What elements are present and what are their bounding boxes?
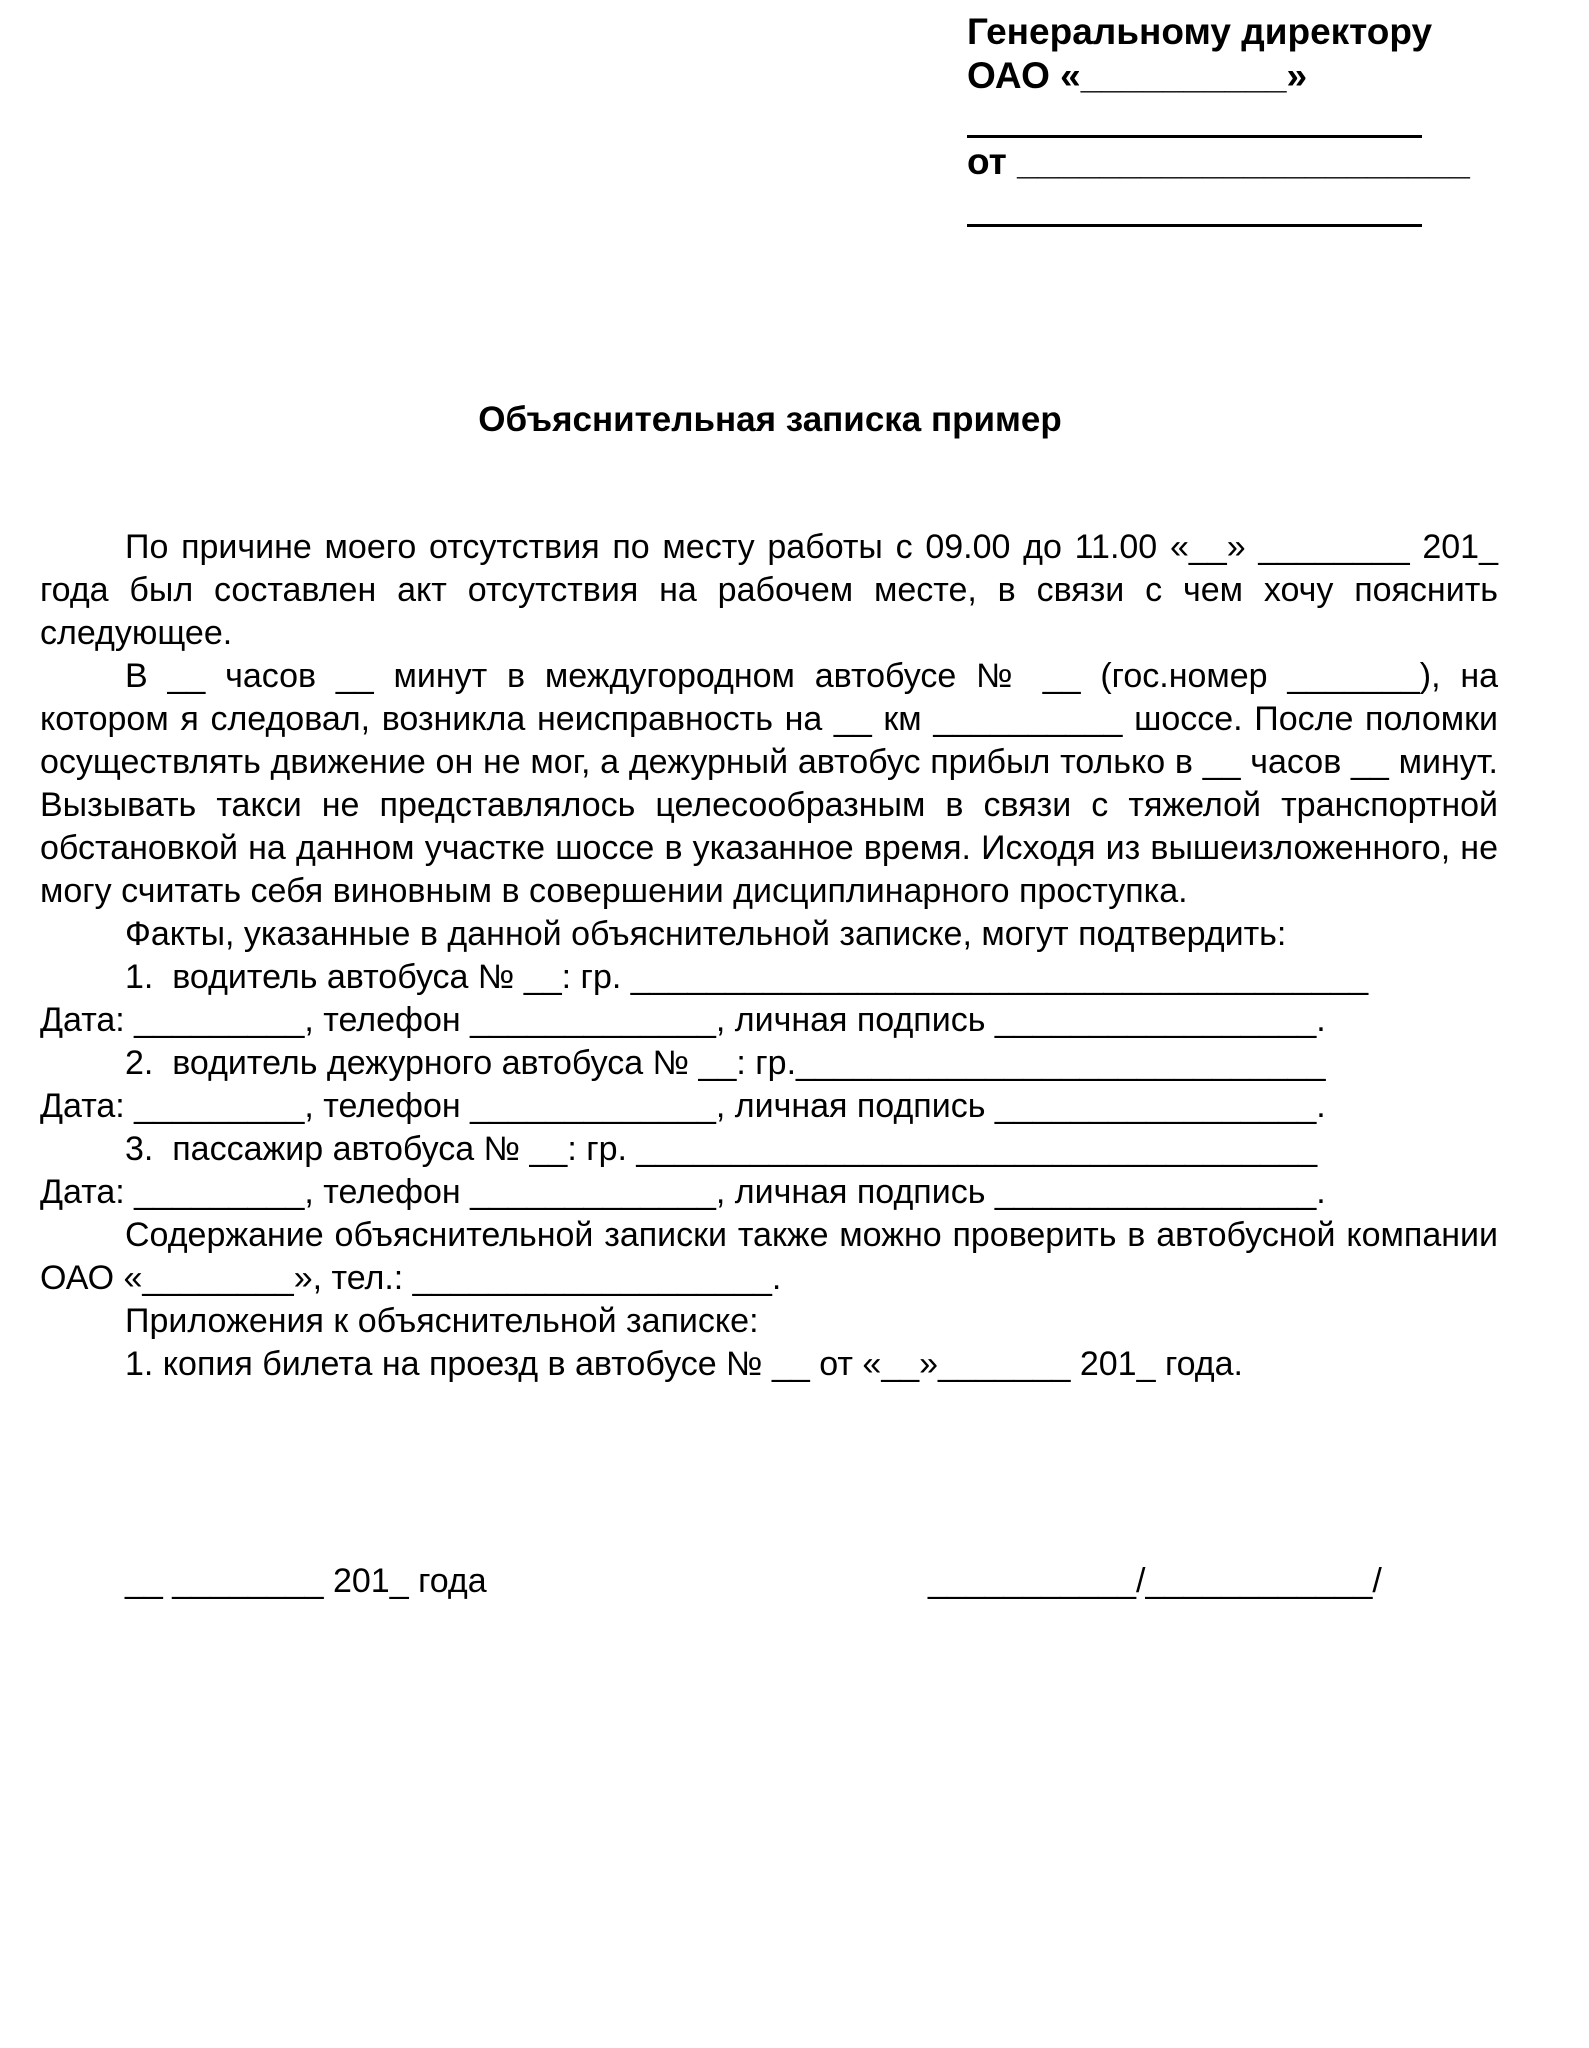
witness-3: 3. пассажир автобуса № __: гр. ____________________________________ (125, 1130, 1318, 1168)
attachment-item-1: 1. копия билета на проезд в автобусе № __ от «__»_______ 201_ года. (125, 1345, 1243, 1383)
paragraph-bus-breakdown: В __ часов __ минут в междугородном автобусе № __ (гос.номер _______), на котором я следовал, возникла неисправность на __ км __________ шоссе. После поломки осуществлять движение он не мог, а дежурный автобус прибыл только в __ часов __ минут. Вызывать такси не представлялось целесообразным в связи с тяжелой транспортной обстановкой на данном участке шоссе в указанное время. Исходя из вышеизложенного, не могу считать себя виновным в совершении дисциплинарного проступка. (40, 657, 1498, 910)
footer-date: __ ________ 201_ года (125, 1562, 487, 1600)
addressee-blank-line-1 (967, 135, 1422, 138)
paragraph-attachments-intro: Приложения к объяснительной записке: (125, 1302, 759, 1340)
witness-2: 2. водитель дежурного автобуса № __: гр.____________________________ (125, 1044, 1326, 1082)
witness-1-date: Дата: _________, телефон _____________, личная подпись _________________. (40, 1001, 1326, 1039)
footer-signature: ___________/____________/ (928, 1562, 1382, 1600)
paragraph-absence-reason: По причине моего отсутствия по месту работы с 09.00 до 11.00 «__» ________ 201_ года был составлен акт отсутствия на рабочем месте, в связи с чем хочу пояснить следующее. (40, 528, 1498, 652)
sender-block (967, 140, 1470, 184)
witness-1: 1. водитель автобуса № __: гр. _______________________________________ (125, 958, 1369, 996)
sender-from-label: от ______________________ (967, 141, 1470, 182)
witness-2-date: Дата: _________, телефон _____________, личная подпись _________________. (40, 1087, 1326, 1125)
paragraph-witnesses-intro: Факты, указанные в данной объяснительной записке, могут подтвердить: (125, 915, 1287, 953)
witness-3-date: Дата: _________, телефон _____________, личная подпись _________________. (40, 1173, 1326, 1211)
document-title: Объяснительная записка пример (478, 400, 1062, 439)
addressee-company: ОАО «__________» (967, 55, 1308, 96)
paragraph-verification: Содержание объяснительной записки также можно проверить в автобусной компании ОАО «________», тел.: ___________________. (40, 1216, 1498, 1297)
sender-blank-line-2 (967, 224, 1422, 227)
document-body (40, 526, 1498, 1386)
addressee-position: Генеральному директору (967, 11, 1433, 52)
addressee-block (967, 10, 1467, 98)
